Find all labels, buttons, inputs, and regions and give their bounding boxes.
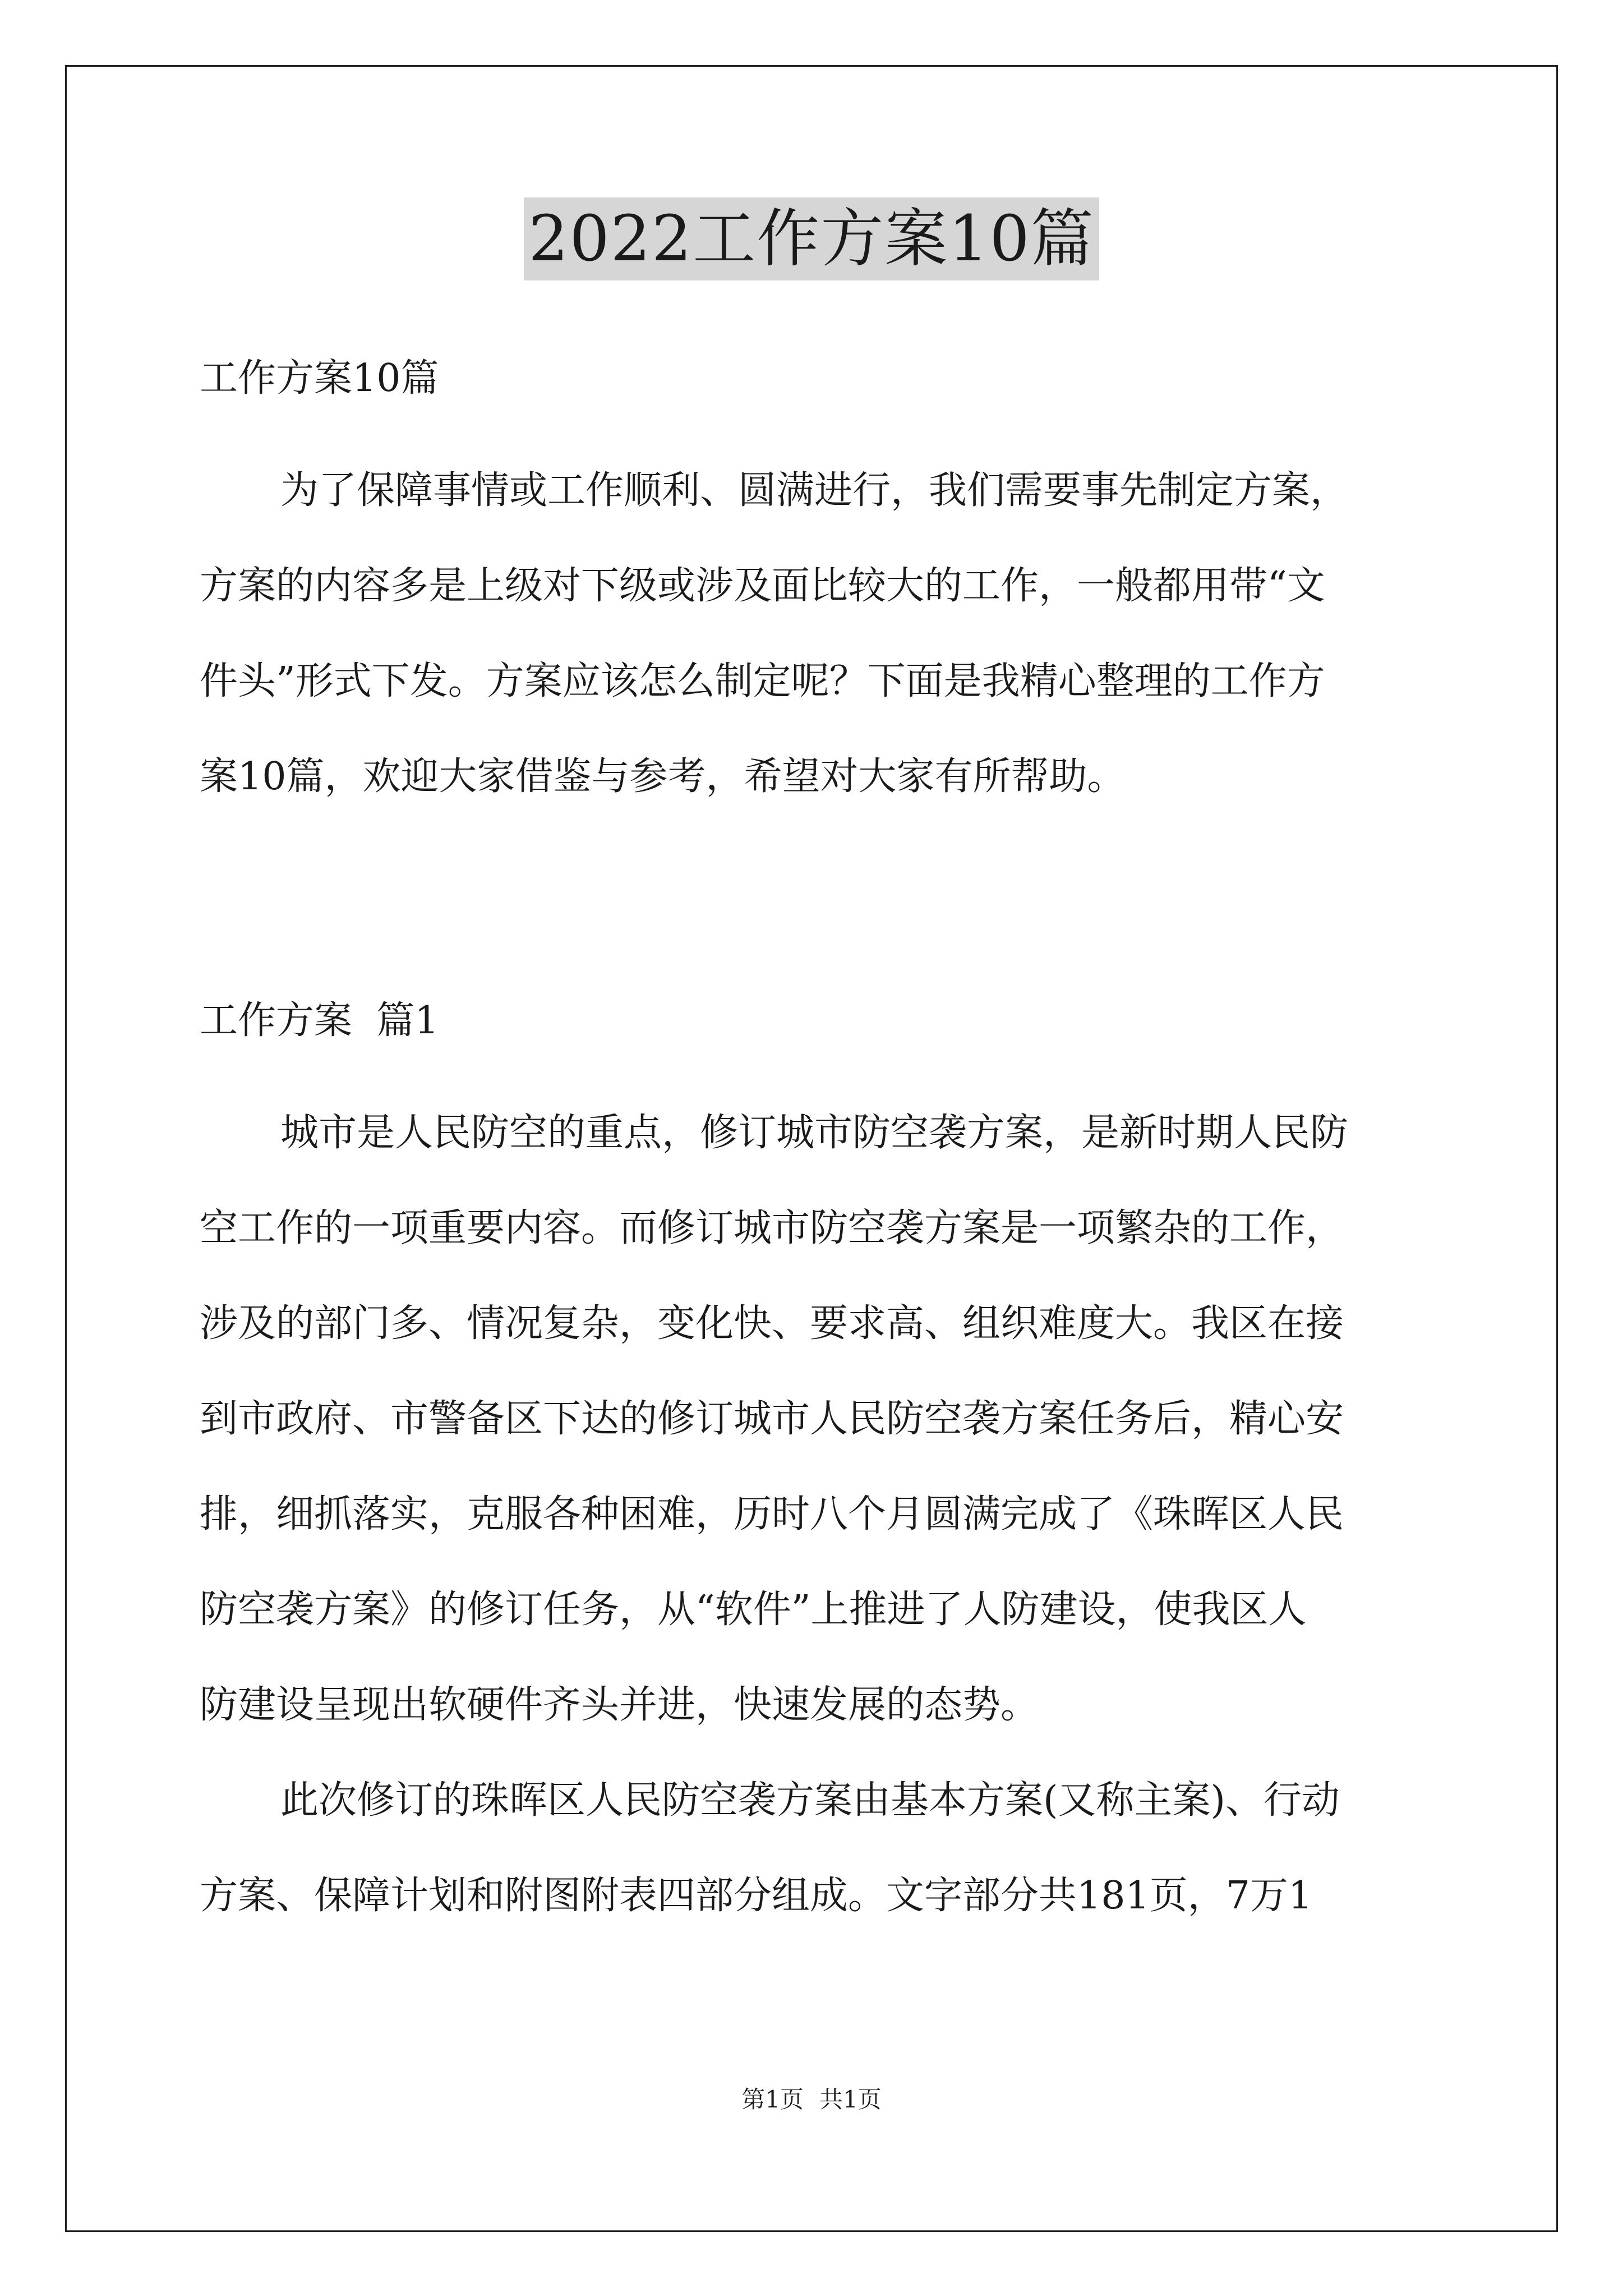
page-total: 共1页 — [819, 2086, 882, 2113]
intro-line: 方案的内容多是上级对下级或涉及面比较大的工作，一般都用带“文 — [200, 564, 1325, 608]
body-line: 防空袭方案》的修订任务，从“软件”上推进了人防建设，使我区人 — [200, 1588, 1307, 1632]
body-line: 防建设呈现出软硬件齐头并进，快速发展的态势。 — [200, 1683, 1039, 1727]
body-line: 方案、保障计划和附图附表四部分组成。文字部分共181页，7万1 — [200, 1874, 1313, 1918]
body-line: 空工作的一项重要内容。而修订城市防空袭方案是一项繁杂的工作， — [200, 1206, 1344, 1250]
page-footer — [0, 2084, 1623, 2115]
section-heading — [200, 973, 1430, 1069]
body-line: 此次修订的珠晖区人民防空袭方案由基本方案(又称主案)、行动 — [280, 1778, 1340, 1823]
document-subtitle — [200, 331, 1430, 426]
title-container — [0, 197, 1623, 280]
page-number: 第1页 — [741, 2086, 804, 2113]
body-line: 涉及的部门多、情况复杂，变化快、要求高、组织难度大。我区在接 — [200, 1301, 1344, 1346]
body-line: 城市是人民防空的重点，修订城市防空袭方案，是新时期人民防 — [280, 1111, 1349, 1155]
section-paragraph-1 — [200, 1085, 1430, 1753]
intro-line: 件头”形式下发。方案应该怎么制定呢？下面是我精心整理的工作方 — [200, 659, 1325, 703]
document-title: 2022工作方案10篇 — [524, 197, 1099, 280]
section-heading-text: 工作方案 篇1 — [200, 999, 439, 1043]
intro-line: 为了保障事情或工作顺利、圆满进行，我们需要事先制定方案， — [280, 468, 1349, 513]
intro-paragraph — [200, 443, 1430, 825]
body-line: 排，细抓落实，克服各种困难，历时八个月圆满完成了《珠晖区人民 — [200, 1492, 1344, 1536]
intro-line: 案10篇，欢迎大家借鉴与参考，希望对大家有所帮助。 — [200, 754, 1126, 799]
body-line: 到市政府、市警备区下达的修订城市人民防空袭方案任务后，精心安 — [200, 1397, 1344, 1441]
section-paragraph-2 — [200, 1753, 1430, 1944]
subtitle-text: 工作方案10篇 — [200, 356, 439, 401]
